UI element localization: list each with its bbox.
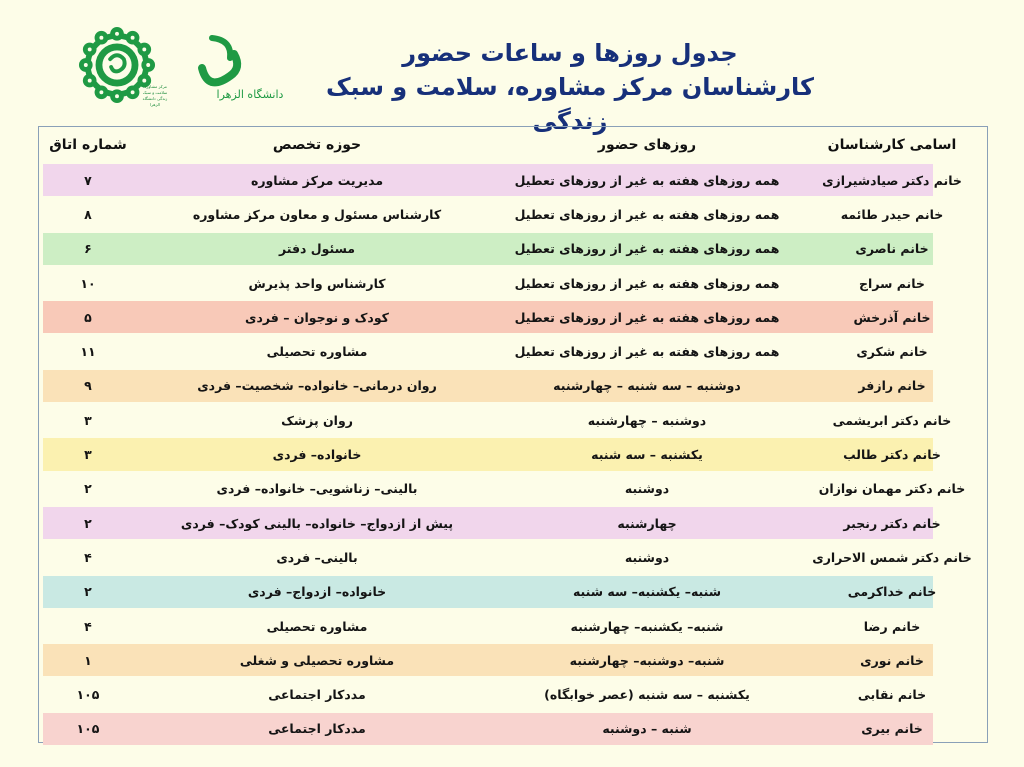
- table-row: [39, 575, 987, 609]
- expert-name: خانم دکتر رنجبر: [843, 515, 941, 531]
- room-number: ۴: [84, 618, 92, 634]
- attendance-days: دوشنبه – چهارشنبه: [587, 412, 707, 428]
- attendance-days: همه روزهای هفته به غیر از روزهای تعطیل: [514, 344, 780, 360]
- room-number: ۱: [84, 652, 92, 668]
- title-line-2: کارشناسان مرکز مشاوره، سلامت و سبک زندگی: [325, 73, 815, 135]
- room-number: ۳: [84, 412, 92, 428]
- room-number: ۴: [84, 549, 92, 565]
- table-row: [39, 197, 987, 231]
- table-row: [39, 300, 987, 334]
- room-number: ۱۱: [80, 344, 96, 360]
- attendance-days: همه روزهای هفته به غیر از روزهای تعطیل: [514, 172, 780, 188]
- logo-caption: مرکز مشاوره، سلامت و سبک زندگی دانشگاه الزهرا: [142, 84, 168, 107]
- room-number: ۵: [84, 309, 92, 325]
- table-row: [39, 266, 987, 300]
- room-number: ۸: [84, 206, 92, 222]
- table-row: [39, 163, 987, 197]
- expert-name: خانم آذرخش: [853, 309, 931, 325]
- table-row: [39, 369, 987, 403]
- specialty-field: روان پزشک: [281, 412, 353, 428]
- expert-name: خانم دکتر شمس الاحراری: [812, 549, 972, 565]
- specialty-field: مشاوره تحصیلی: [266, 618, 368, 634]
- expert-name: خانم نوری: [860, 652, 924, 668]
- specialty-field: مددکار اجتماعی: [268, 721, 366, 737]
- table-row: [39, 609, 987, 643]
- expert-name: خانم دکتر مهمان نوازان: [818, 481, 966, 497]
- header-days: روزهای حضور: [597, 137, 697, 153]
- specialty-field: کارشناس مسئول و معاون مرکز مشاوره: [192, 206, 442, 222]
- attendance-days: همه روزهای هفته به غیر از روزهای تعطیل: [514, 309, 780, 325]
- specialty-field: پیش از ازدواج– خانواده– بالینی کودک– فردی: [180, 515, 454, 531]
- table-row: [39, 334, 987, 368]
- attendance-days: دوشنبه: [624, 481, 670, 497]
- attendance-days: همه روزهای هفته به غیر از روزهای تعطیل: [514, 206, 780, 222]
- specialty-field: خانواده– ازدواج– فردی: [247, 584, 387, 600]
- expert-name: خانم رضا: [863, 618, 921, 634]
- room-number: ۲: [84, 481, 92, 497]
- header-room: شماره اتاق: [49, 137, 127, 153]
- title-line-1: جدول روزها و ساعات حضور: [402, 39, 738, 67]
- specialty-field: مسئول دفتر: [278, 241, 356, 257]
- attendance-days: همه روزهای هفته به غیر از روزهای تعطیل: [514, 275, 780, 291]
- expert-name: خانم ناصری: [855, 241, 929, 257]
- expert-name: خانم شکری: [856, 344, 928, 360]
- header-name: اسامی کارشناسان: [827, 137, 957, 153]
- expert-name: خانم خداکرمی: [847, 584, 937, 600]
- specialty-field: کارشناس واحد پذیرش: [248, 275, 386, 291]
- attendance-days: شنبه– یکشنبه– چهارشنبه: [570, 618, 724, 634]
- room-number: ۲: [84, 584, 92, 600]
- attendance-days: شنبه– دوشنبه– چهارشنبه: [569, 652, 725, 668]
- expert-name: خانم بیری: [861, 721, 923, 737]
- room-number: ۱۰۵: [76, 721, 100, 737]
- table-row: [39, 643, 987, 677]
- specialty-field: مدیریت مرکز مشاوره: [250, 172, 384, 188]
- alzahra-logo-text: دانشگاه الزهرا: [216, 88, 284, 101]
- specialty-field: بالینی– زناشویی– خانواده– فردی: [216, 481, 418, 497]
- room-number: ۱۰۵: [76, 687, 100, 703]
- expert-name: خانم رازفر: [858, 378, 926, 394]
- table-row: [39, 437, 987, 471]
- attendance-days: همه روزهای هفته به غیر از روزهای تعطیل: [514, 241, 780, 257]
- expert-name: خانم دکتر صیادشیرازی: [822, 172, 962, 188]
- header-field: حوزه تخصص: [272, 137, 362, 153]
- table-row: [39, 472, 987, 506]
- expert-name: خانم نقابی: [857, 687, 927, 703]
- table-row: [39, 232, 987, 266]
- table-row: [39, 712, 987, 746]
- expert-name: خانم دکتر ابریشمی: [832, 412, 952, 428]
- specialty-field: بالینی– فردی: [276, 549, 358, 565]
- table-row: [39, 677, 987, 711]
- room-number: ۶: [84, 241, 92, 257]
- expert-name: خانم دکتر طالب: [843, 447, 941, 463]
- table-row: [39, 403, 987, 437]
- room-number: ۲: [84, 515, 92, 531]
- page-title: [300, 36, 840, 138]
- attendance-days: دوشنبه: [624, 549, 670, 565]
- attendance-days: یکشنبه – سه شنبه: [591, 447, 703, 463]
- specialty-field: کودک و نوجوان – فردی: [245, 309, 389, 325]
- table-header: [39, 127, 987, 163]
- room-number: ۷: [84, 172, 92, 188]
- attendance-days: چهارشنبه: [617, 515, 677, 531]
- specialty-field: روان درمانی– خانواده– شخصیت– فردی: [197, 378, 437, 394]
- specialty-field: مشاوره تحصیلی و شغلی: [239, 652, 395, 668]
- room-number: ۳: [84, 447, 92, 463]
- table-body: [39, 163, 987, 746]
- alzahra-university-logo: [190, 32, 290, 108]
- room-number: ۱۰: [80, 275, 96, 291]
- room-number: ۹: [84, 378, 92, 394]
- expert-name: خانم سراج: [859, 275, 925, 291]
- specialty-field: خانواده– فردی: [272, 447, 362, 463]
- attendance-days: یکشنبه – سه شنبه (عصر خوابگاه): [544, 687, 750, 703]
- specialty-field: مددکار اجتماعی: [268, 687, 366, 703]
- specialty-field: مشاوره تحصیلی: [266, 344, 368, 360]
- expert-name: خانم حیدر طائمه: [840, 206, 944, 222]
- attendance-days: دوشنبه – سه شنبه – چهارشنبه: [553, 378, 741, 394]
- table-row: [39, 506, 987, 540]
- table-row: [39, 540, 987, 574]
- attendance-days: شنبه– یکشنبه– سه شنبه: [572, 584, 722, 600]
- schedule-table: [38, 126, 988, 743]
- attendance-days: شنبه – دوشنبه: [602, 721, 692, 737]
